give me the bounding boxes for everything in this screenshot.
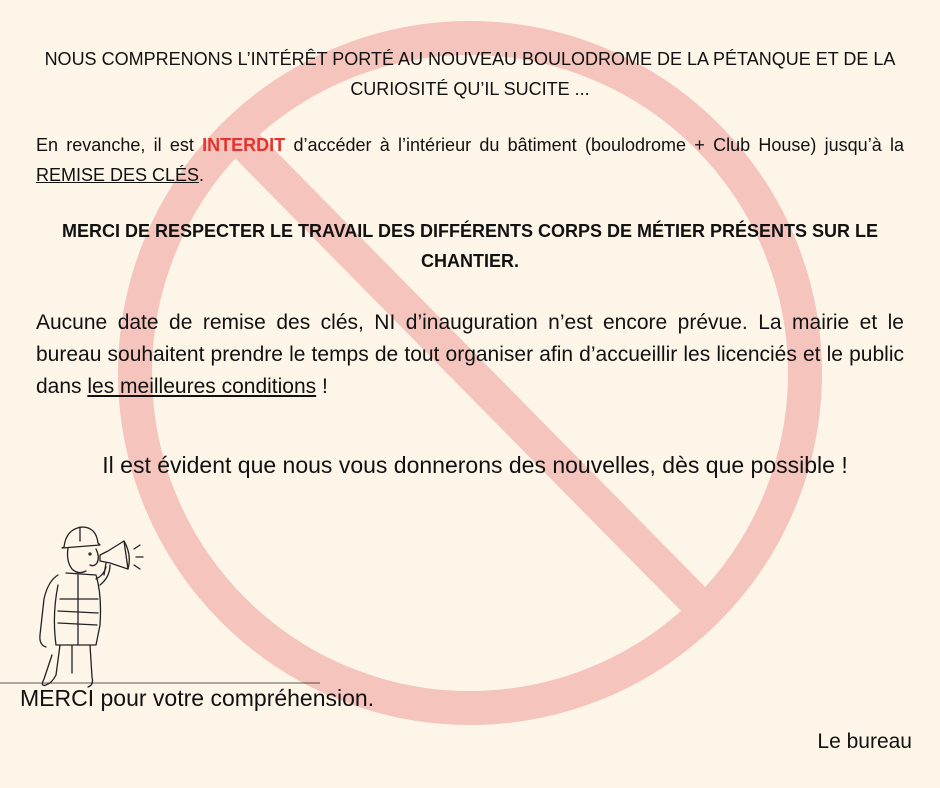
access-prefix: En revanche, il est [36,135,203,155]
access-end: . [199,165,205,185]
intro-text: NOUS COMPRENONS L’INTÉRÊT PORTÉ AU NOUVEAU BOULODROME DE LA PÉTANQUE ET DE LA CURIOSITÉ QU’IL SUCITE ... [44,49,896,99]
date-prefix: Aucune date de remise des clés, NI d’inauguration n’est encore prévue. La mairie et le bureau souhaitent prendre le temps de tout organiser afin d’accueillir les licenciés et le public dans [36,311,904,398]
thanks-text: MERCI pour votre compréhension. [20,685,375,711]
key-handover-text: REMISE DES CLÉS [36,165,200,185]
news-text: Il est évident que nous vous donnerons des nouvelles, dès que possible ! [102,452,848,478]
respect-workers-heading: MERCI DE RESPECTER LE TRAVAIL DES DIFFÉRENTS CORPS DE MÉTIER PRÉSENTS SUR LE CHANTIER. [61,221,879,271]
signature-text: Le bureau [817,730,912,753]
forbidden-word: INTERDIT [202,135,286,155]
access-paragraph [36,130,904,190]
date-end: ! [316,375,328,398]
date-paragraph [36,307,904,403]
worker-with-megaphone-icon [0,515,320,690]
access-middle: d’accéder à l’intérieur du bâtiment (boulodrome + Club House) jusqu’à la [285,135,904,155]
best-conditions-text: les meilleures conditions [87,375,317,398]
